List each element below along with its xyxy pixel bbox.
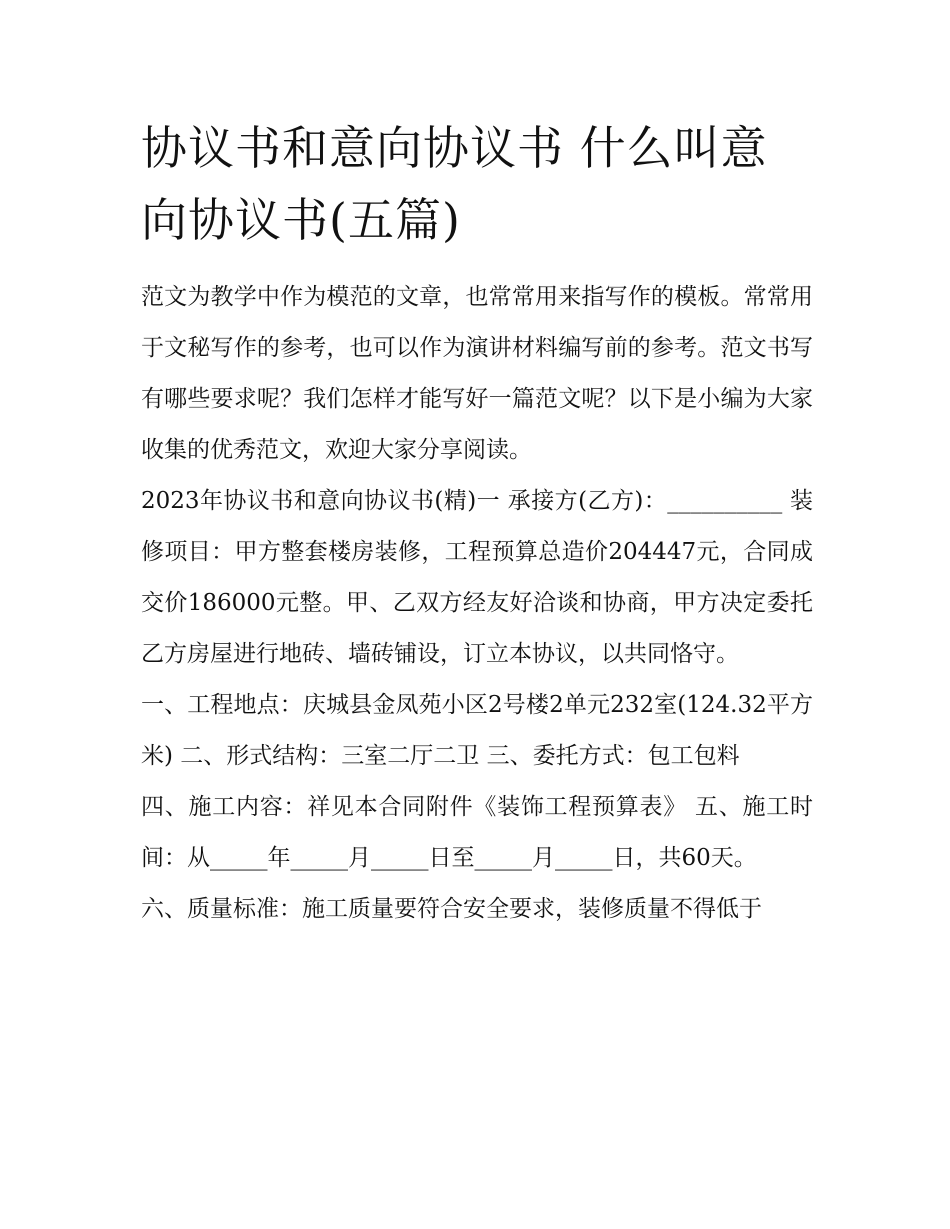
construction-content-paragraph: 四、施工内容：祥见本合同附件《装饰工程预算表》 五、施工时间：从_____年_____月_____日至_____月_____日，共60天。: [141, 794, 813, 871]
document-body: [141, 272, 813, 935]
quality-standard-paragraph: 六、质量标准：施工质量要符合安全要求，装修质量不得低于: [141, 896, 762, 922]
document-title: 协议书和意向协议书 什么叫意向协议书(五篇): [141, 121, 768, 247]
project-location-paragraph: 一、工程地点：庆城县金凤苑小区2号楼2单元232室(124.32平方米) 二、形式结构：三室二厅二卫 三、委托方式：包工包料: [141, 692, 813, 769]
document-page: [141, 112, 813, 935]
agreement-header-paragraph: 2023年协议书和意向协议书(精)一 承接方(乙方)：__________ 装修项目：甲方整套楼房装修，工程预算总造价204447元，合同成交价186000元整。甲、乙双方经友好洽谈和协商，甲方决定委托乙方房屋进行地砖、墙砖铺设，订立本协议，以共同恪守。: [141, 488, 813, 667]
intro-paragraph: 范文为教学中作为模范的文章，也常常用来指写作的模板。常常用于文秘写作的参考，也可以作为演讲材料编写前的参考。范文书写有哪些要求呢？我们怎样才能写好一篇范文呢？以下是小编为大家收集的优秀范文，欢迎大家分享阅读。: [141, 284, 813, 463]
